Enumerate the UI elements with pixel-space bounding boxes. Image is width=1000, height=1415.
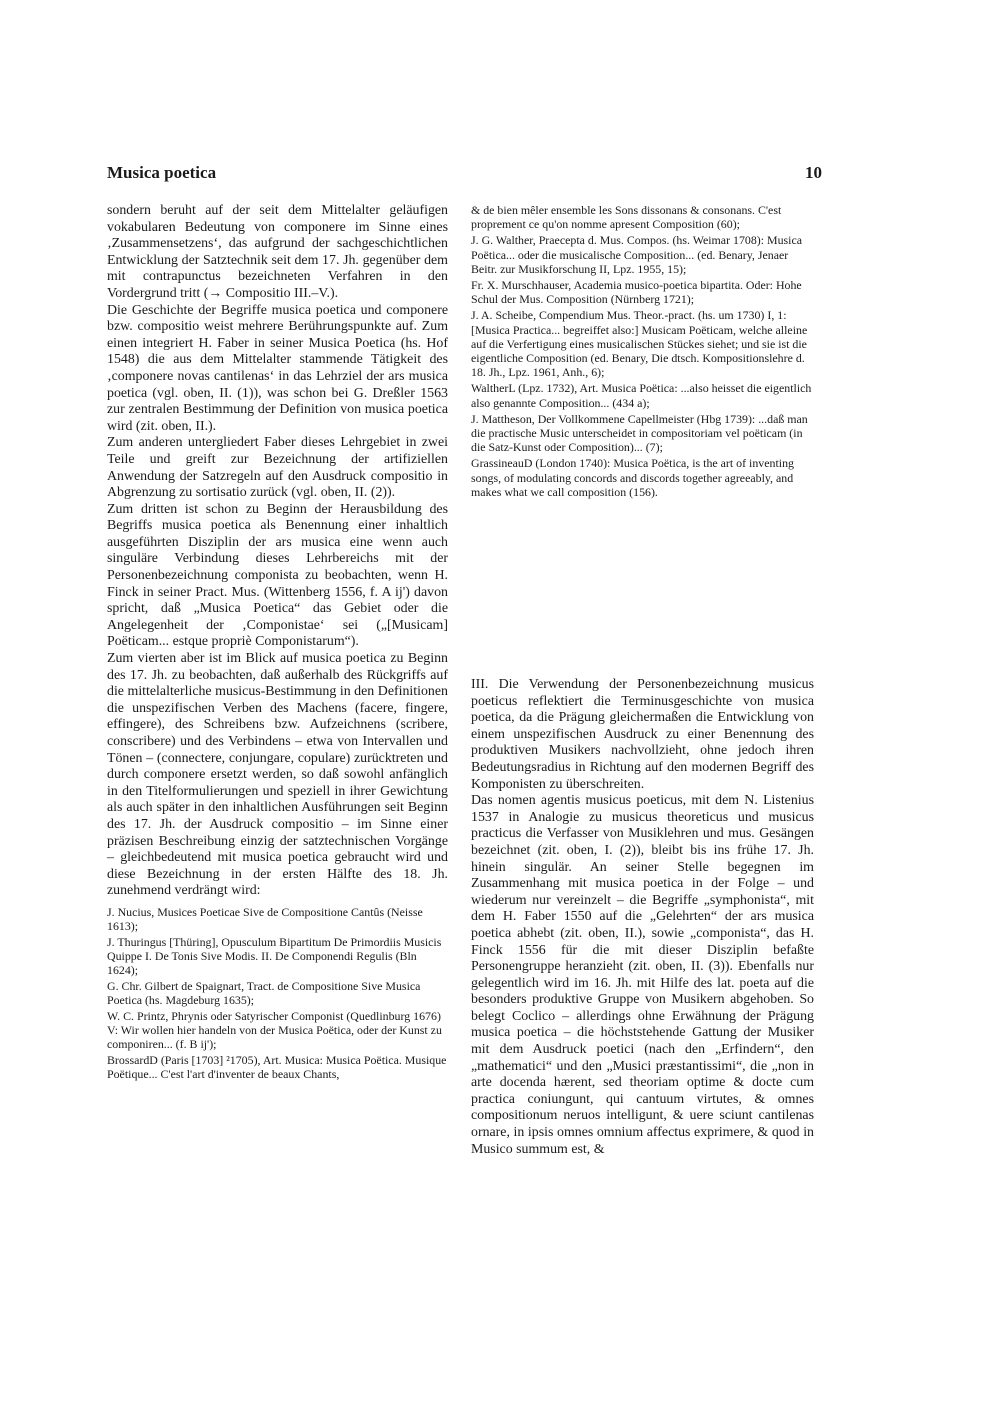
body-paragraph: sondern beruht auf der seit dem Mittelalter geläufigen vokabularen Bedeutung von componere im Sinne eines ‚Zusammensetzens‘, das aufgrund der sachgeschichtlichen Entwicklung der Satztechnik seit dem 17. Jh. gegenüber dem mit contrapunctus bezeichneten Verfahren in den Vordergrund tritt (→ Compositio III.–V.). — [107, 203, 448, 301]
reference-entry: W. C. Printz, Phrynis oder Satyrischer Componist (Quedlinburg 1676) V: Wir wollen hier handeln von der Musica Poëtica, oder der Kunst zu componiren... (f. B ij'); — [107, 1008, 442, 1051]
reference-entry: & de bien mêler ensemble les Sons dissonans & consonans. C'est proprement ce qu'on nomme apresent Composition (60); — [471, 203, 782, 232]
right-column-section-iii — [471, 677, 814, 1158]
reference-entry: G. Chr. Gilbert de Spaignart, Tract. de Compositione Sive Musica Poetica (hs. Magdeburg 1635); — [107, 978, 421, 1007]
reference-entry: J. Thuringus [Thüring], Opusculum Bipartitum De Primordiis Musicis Quippe I. De Tonis Sive Modis. II. De Componendi Regulis (Bln 1624); — [107, 934, 442, 977]
reference-entry: J. G. Walther, Praecepta d. Mus. Compos. (hs. Weimar 1708): Musica Poëtica... oder die musicalische Composition... (ed. Benary, Jenaer Beitr. zur Musikforschung II, Lpz. 1955, 15); — [471, 233, 803, 276]
reference-entry: J. Nucius, Musices Poeticae Sive de Compositione Cantûs (Neisse 1613); — [107, 904, 423, 933]
right-column-references — [471, 203, 814, 501]
body-paragraph: Zum vierten aber ist im Blick auf musica poetica zu Beginn des 17. Jh. zu beobachten, daß außerhalb des Rückgriffs auf die mittelalterliche musicus-Bestimmung in den Definitionen die unspezifischen Verben des Machens (facere, fingere, effingere), des Schreibens bzw. Aufzeichnens (scribere, conscribere) und des Verbindens – etwa von Intervallen und Tönen – (connectere, conjungare, copulare) zurücktreten und durch componere ersetzt werden, so daß sowohl anfänglich in den Titelformulierungen und speziell in ihrer Gewichtung als auch später in den inhaltlichen Ausführungen seit Beginn des 17. Jh. der Ausdruck compositio – im Sinne einer präzisen Beschreibung einzig der satztechnischen Vorgänge – gleichbedeutend mit musica poetica gebraucht wird und diese Bezeichnung in der ersten Hälfte des 18. Jh. zunehmend verdrängt wird: — [107, 651, 448, 899]
reference-entry: J. A. Scheibe, Compendium Mus. Theor.-pract. (hs. um 1730) I, 1: [Musica Practica... begreiffet also:] Musicam Poëticam, welche alleine auf die Verfertigung eines musicalischen Stückes siehet; und sie ist die eigentliche Composition (ed. Benary, Die dtsch. Kompositionslehre d. 18. Jh., Lpz. 1961, Anh., 6); — [471, 308, 808, 380]
reference-entry: BrossardD (Paris [1703] ²1705), Art. Musica: Musica Poëtica. Musique Poëtique... C'est l'art d'inventer de beaux Chants, — [107, 1052, 447, 1081]
reference-entry: J. Mattheson, Der Vollkommene Capellmeister (Hbg 1739): ...daß man die practische Music unterscheidet in compositoriam vel poëticam (in die Satz-Kunst oder Composition)... (7); — [471, 411, 808, 455]
section-paragraph: Das nomen agentis musicus poeticus, mit dem N. Listenius 1537 in Analogie zu musicus theoreticus und musicus practicus die Verfasser von Musiklehren und mus. Gesängen bezeichnet (zit. oben, I. (2)), bleibt bis ins frühe 17. Jh. hinein singulär. An seiner Stelle begegnen im Zusammenhang mit musica poetica in der Folge – und wiederum nur vereinzelt – die Begriffe „symphonista“, mit dem H. Faber 1550 auf die „Gelehrten“ der ars musica poetica abhebt (zit. oben, II.), sowie „componista“, das H. Finck 1556 für die mit dieser Disziplin befaßte Personengruppe heranzieht (zit. oben, II. (3)). Ebenfalls nur gelegentlich wird im 16. Jh. mit Hilfe des lat. poeta auf die besonders produktive Gruppe von Musikern abgehoben. So belegt Coclico – allerdings ohne Erwähnung der Prägung musica poetica – die höchststehende Gattung der Musiker mit dem Ausdruck poetici (nach den „Erfindern“, den „mathematici“ und den „Musici præstantissimi“, die „non in arte docenda hærent, sed theoriam optime & docte cum practica coniungunt, qui cantuum virtutes, & omnes compositionum neruos intelligunt, & uere sciunt cantilenas ornare, in ipsis omnes omnium affectus exprimere, & quod in Musico summum est, & — [471, 793, 814, 1157]
reference-list — [107, 905, 448, 1081]
reference-entry: GrassineauD (London 1740): Musica Poëtica, is the art of inventing songs, of modulating concords and discords together agreeably, and makes what we call composition (156). — [471, 456, 794, 499]
left-column — [107, 203, 448, 1083]
reference-entry: Fr. X. Murschhauser, Academia musico-poetica bipartita. Oder: Hohe Schul der Mus. Composition (Nürnberg 1721); — [471, 278, 802, 307]
body-paragraph: Zum anderen untergliedert Faber dieses Lehrgebiet in zwei Teile und greift zur Bezeichnung der artifiziellen Anwendung der Satzregeln auf den Ausdruck compositio in Abgrenzung zu sortisatio zurück (vgl. oben, II. (2)). — [107, 435, 448, 501]
reference-entry: WaltherL (Lpz. 1732), Art. Musica Poëtica: ...also heisset die eigentlich also genannte Composition... (434 a); — [471, 381, 812, 410]
page-header — [107, 163, 822, 187]
body-paragraph: Die Geschichte der Begriffe musica poetica und componere bzw. compositio weist mehrere Berührungspunkte auf. Zum einen integriert H. Faber in seiner Musica Poetica (hs. Hof 1548) die aus dem Mittelalter stammende Tätigkeit des ‚componere novas cantilenas‘ in das Lehrziel der ars musica poetica (vgl. oben, II. (1)), was schon bei G. Dreßler 1563 zur zentralen Bestimmung der Definition von musica poetica wird (zit. oben, II.). — [107, 302, 448, 434]
page-number: 10 — [805, 163, 822, 182]
section-paragraph: III. Die Verwendung der Personenbezeichnung musicus poeticus reflektiert die Terminusgeschichte von musica poetica, da die Prägung gleichermaßen die Entwicklung von einem unspezifischen Ausdruck zu einer Benennung des produktiven Musikers nachvollzieht, ohne jedoch ihren Bedeutungsradius in Richtung auf den modernen Begriff des Komponisten zu überschreiten. — [471, 677, 814, 792]
page-title: Musica poetica — [107, 163, 217, 182]
body-paragraph: Zum dritten ist schon zu Beginn der Herausbildung des Begriffs musica poetica als Benennung einer inhaltlich ausgeführten Disziplin der ars musica eine wenn auch singuläre Verbindung dieses Lehrbereichs mit der Personenbezeichnung componista zu beobachten, wenn H. Finck in seiner Pract. Mus. (Wittenberg 1556, f. A ij') davon spricht, daß „Musica Poetica“ das Gebiet oder die Angelegenheit der ‚Componistae‘ sei („[Musicam] Poëticam... estque propriè Componistarum“). — [107, 501, 448, 650]
